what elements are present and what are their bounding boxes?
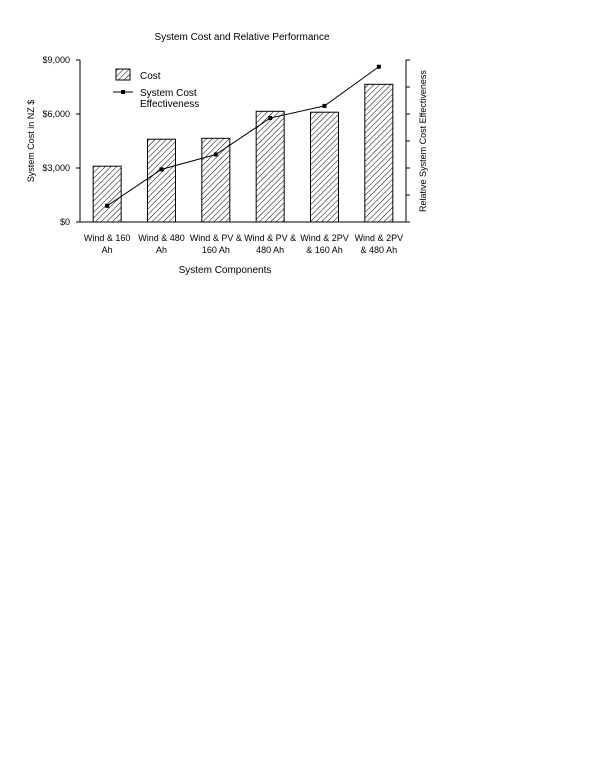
chart-title: System Cost and Relative Performance — [154, 32, 330, 43]
bar-cost — [93, 166, 121, 222]
y-tick-label: $3,000 — [42, 163, 70, 173]
y-tick-label: $9,000 — [42, 55, 70, 65]
legend-marker-effectiveness — [121, 90, 125, 94]
x-tick-label: Wind & 2PV & 480 Ah — [354, 233, 404, 255]
y-tick-label: $0 — [59, 217, 70, 227]
legend-label-effectiveness-line2: Effectiveness — [140, 99, 200, 110]
y-axis-ticks — [42, 55, 80, 227]
bar-cost — [311, 112, 339, 222]
x-tick-label: Wind & PV & 480 Ah — [244, 233, 297, 255]
y-axis-label: System Cost in NZ $ — [26, 99, 36, 183]
point-effectiveness — [268, 116, 272, 120]
bar-cost — [365, 84, 393, 222]
plot-area — [93, 65, 393, 222]
x-axis-tick-labels — [84, 233, 403, 255]
point-effectiveness — [377, 65, 381, 69]
point-effectiveness — [214, 153, 218, 157]
bar-cost — [256, 111, 284, 222]
point-effectiveness — [105, 204, 109, 208]
x-tick-label: Wind & PV & 160 Ah — [189, 233, 242, 255]
y-tick-label: $6,000 — [42, 109, 70, 119]
bar-cost — [202, 138, 230, 222]
bar-cost — [148, 139, 176, 222]
point-effectiveness — [323, 104, 327, 108]
legend-swatch-cost — [116, 69, 130, 80]
y2-axis-label: Relative System Cost Effectiveness — [418, 70, 428, 212]
point-effectiveness — [160, 167, 164, 171]
x-tick-label: Wind & 480 Ah — [138, 233, 185, 255]
y2-axis-ticks — [406, 60, 410, 222]
legend-label-effectiveness-line1: System Cost — [140, 88, 197, 99]
x-tick-label: Wind & 160 Ah — [83, 233, 131, 255]
x-tick-label: Wind & 2PV & 160 Ah — [300, 233, 349, 255]
x-axis-label: System Components — [178, 265, 272, 276]
legend-label-cost: Cost — [140, 71, 161, 82]
legend — [113, 69, 199, 110]
